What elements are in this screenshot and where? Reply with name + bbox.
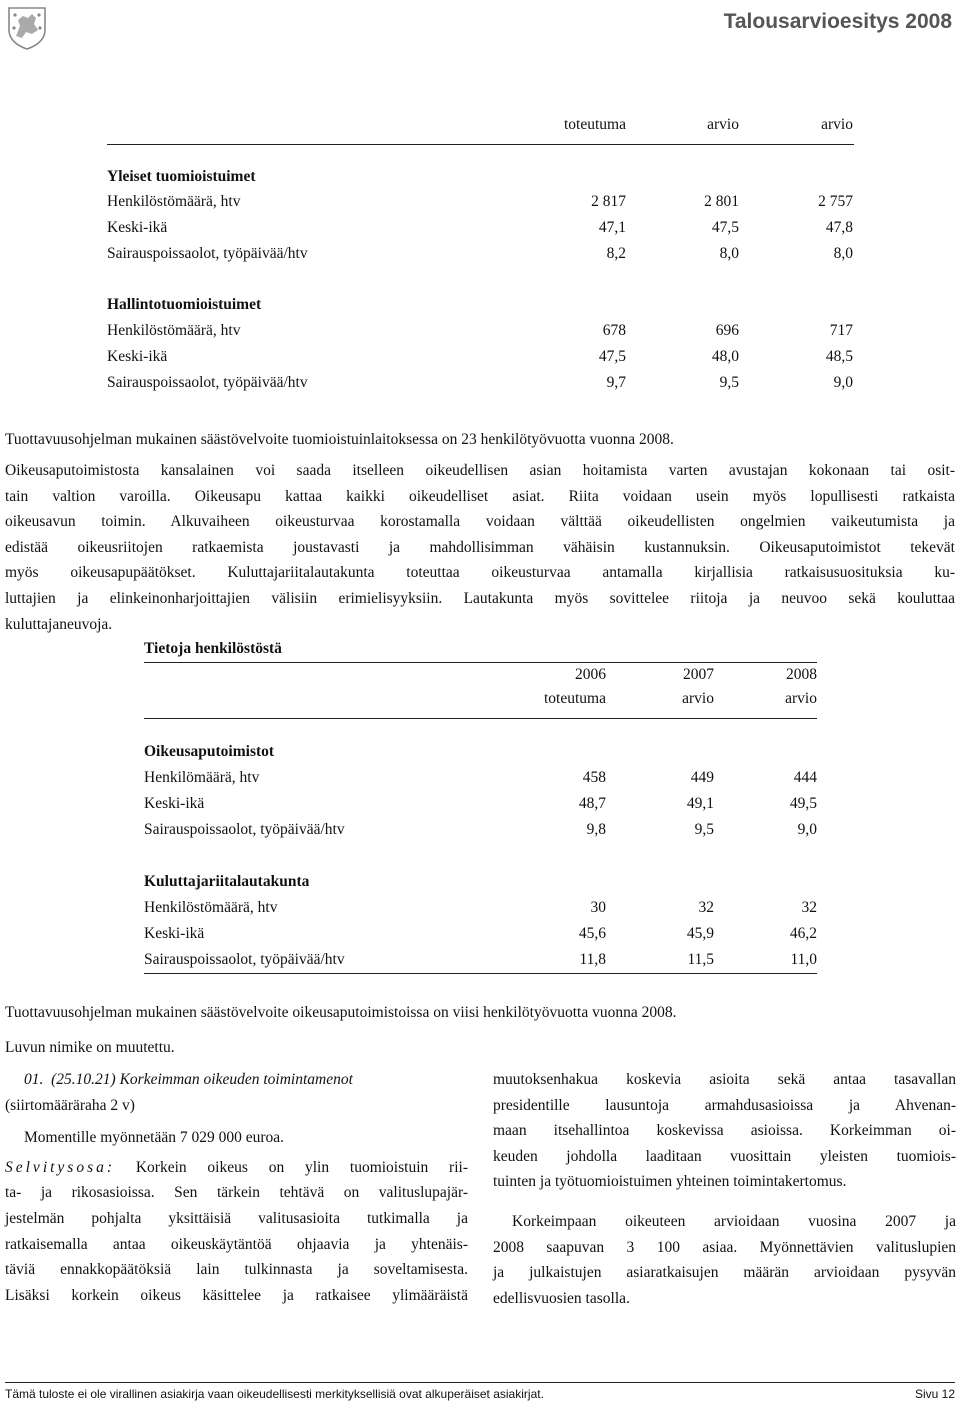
item-appropriation: Momentille myönnetään 7 029 000 euroa.	[24, 1129, 284, 1147]
row-label: Sairauspoissaolot, työpäivää/htv	[144, 821, 345, 838]
cell: 2 757	[818, 193, 853, 210]
item-title: (25.10.21) Korkeimman oikeuden toimintamenot	[51, 1071, 353, 1088]
cell: 2 801	[704, 193, 739, 210]
paragraph-line: muutoksenhakua koskevia asioita sekä antaa tasavallan	[493, 1071, 956, 1088]
paragraph-line: keuden johdolla laaditaan vuosittain yleisten tuomiois-	[493, 1147, 956, 1165]
cell: 47,8	[825, 219, 853, 236]
paragraph-line: edistää oikeusriitojen ratkaemista joustavasti ja mahdollisimman vähäisin kustannuksin. Oikeusaputoimistot tekevät	[5, 538, 955, 556]
cell: 9,7	[606, 374, 626, 391]
cell: 444	[793, 769, 817, 786]
col-header: toteutuma	[544, 690, 606, 707]
cell: 458	[582, 769, 606, 786]
section-title: Oikeusaputoimistot	[144, 743, 275, 760]
section-title: Kuluttajariitalautakunta	[144, 873, 310, 890]
row-label: Keski-ikä	[107, 219, 168, 236]
year-header: 2006	[575, 666, 606, 683]
paragraph-line: ratkaisemalla antaa oikeuskäytäntöä ohjaavia ja yhtenäis-	[5, 1235, 468, 1253]
row-label: Henkilöstömäärä, htv	[144, 899, 278, 916]
cell: 11,5	[687, 951, 714, 968]
paragraph-line: jestelmän pohjalta yksittäisiä valitusasioita tutkimalla ja	[5, 1209, 468, 1227]
item-subtitle: (siirtomääräraha 2 v)	[5, 1096, 135, 1114]
cell: 8,0	[719, 245, 739, 262]
paragraph-line: myös oikeusapupäätökset. Kuluttajariitalautakunta toteuttaa oikeusturvaa antamalla kirjallisia ratkaisusuosituksia ku-	[5, 564, 955, 582]
paragraph-line: oikeusavun toimin. Alkuvaiheen oikeusturvaa korostamalla voidaan välttää oikeudellisten ongelmien vaikeutumista ja	[5, 513, 955, 531]
row-label: Keski-ikä	[144, 795, 205, 812]
paragraph-line: luttajien ja elinkeinonharjoittajien välisiin erimielisyyksiin. Lautakunta myös sovittelee riitoja ja neuvoo sekä kouluttaa	[5, 589, 955, 607]
chapter-title-note: Luvun nimike on muutettu.	[5, 1039, 175, 1056]
paragraph-line: Lisäksi korkein oikeus käsittelee ja ratkaisee ylimääräistä	[5, 1286, 468, 1304]
paragraph-line: ta- ja rikosasioissa. Sen tärkein tehtävä on valituslupajär-	[5, 1184, 468, 1202]
paragraph-line: tuinten ja työtuomioistuimen yhteinen toimintakertomus.	[493, 1173, 847, 1191]
footer-disclaimer: Tämä tuloste ei ole virallinen asiakirja vaan oikeudellisesti merkityksellisiä ovat alkuperäiset asiakirjat.	[5, 1387, 544, 1401]
cell: 2 817	[591, 193, 626, 210]
cell: 47,1	[598, 219, 626, 236]
explanation-label: Selvitysosa:	[5, 1158, 116, 1176]
col-header: arvio	[682, 690, 714, 707]
cell: 449	[690, 769, 714, 786]
page-number: Sivu 12	[914, 1387, 955, 1401]
col-header: arvio	[785, 690, 817, 707]
explanation-start: Korkein oikeus on ylin tuomioistuin rii-	[135, 1158, 468, 1176]
col-header: toteutuma	[564, 116, 626, 133]
cell: 8,2	[606, 245, 626, 262]
row-label: Keski-ikä	[144, 925, 205, 942]
item-heading-line	[5, 1067, 468, 1093]
savings-paragraph-legal-aid: Tuottavuusohjelman mukainen säästövelvoite oikeusaputoimistoissa on viisi henkilötyövuotta vuonna 2008.	[5, 1004, 677, 1021]
cell: 32	[801, 899, 817, 916]
footer-rule	[5, 1382, 955, 1383]
cell: 49,5	[789, 795, 817, 812]
row-label: Keski-ikä	[107, 348, 168, 365]
cell: 678	[602, 322, 626, 339]
paragraph-line: 2008 saapuvan 3 100 asiaa. Myönnettävien valituslupien	[493, 1238, 956, 1256]
cell: 45,9	[686, 925, 714, 942]
table-title: Tietoja henkilöstöstä	[144, 640, 282, 657]
paragraph-line: Korkeimpaan oikeuteen arvioidaan vuosina 2007 ja	[512, 1212, 956, 1230]
savings-paragraph-courts: Tuottavuusohjelman mukainen säästövelvoite tuomioistuinlaitoksessa on 23 henkilötyövuotta vuonna 2008.	[5, 431, 674, 448]
item-number: 01.	[24, 1071, 44, 1088]
cell: 47,5	[598, 348, 626, 365]
table-rule	[144, 662, 817, 663]
col-header: arvio	[821, 116, 853, 133]
cell: 9,8	[586, 821, 606, 838]
paragraph-line: maan itsehallintoa koskevissa asioissa. Korkeimman oi-	[493, 1122, 956, 1140]
cell: 8,0	[833, 245, 853, 262]
cell: 49,1	[686, 795, 714, 812]
budget-item-right-column	[493, 1067, 956, 1311]
table-rule	[144, 718, 817, 719]
row-label: Henkilöstömäärä, htv	[107, 322, 241, 339]
paragraph-line: tain valtion varoilla. Oikeusapu kattaa kaikki oikeudelliset asiat. Riita voidaan usein myös lopullisesti ratkaista	[5, 487, 955, 505]
cell: 696	[715, 322, 739, 339]
paragraph-line: ja julkaistujen asiaratkaisujen määrän arvioidaan pysyvän	[493, 1264, 956, 1282]
cell: 48,7	[578, 795, 606, 812]
section-title: Hallintotuomioistuimet	[107, 296, 262, 313]
col-header: arvio	[707, 116, 739, 133]
paragraph-line: täviä ennakkopäätöksiä lain tulkinnasta ja soveltamisesta.	[5, 1261, 468, 1279]
cell: 11,0	[790, 951, 817, 968]
cell: 32	[698, 899, 714, 916]
cell: 45,6	[578, 925, 606, 942]
row-label: Sairauspoissaolot, työpäivää/htv	[107, 374, 308, 391]
document-title: Talousarvioesitys 2008	[723, 10, 952, 33]
cell: 46,2	[789, 925, 817, 942]
section-title: Yleiset tuomioistuimet	[107, 168, 256, 185]
row-label: Sairauspoissaolot, työpäivää/htv	[144, 951, 345, 968]
row-label: Sairauspoissaolot, työpäivää/htv	[107, 245, 308, 262]
paragraph-line	[5, 1155, 468, 1181]
cell: 11,8	[579, 951, 606, 968]
row-label: Henkilömäärä, htv	[144, 769, 260, 786]
cell: 9,5	[719, 374, 739, 391]
cell: 48,0	[711, 348, 739, 365]
table-rule	[144, 973, 817, 974]
cell: 9,0	[833, 374, 853, 391]
cell: 9,5	[694, 821, 714, 838]
cell: 30	[590, 899, 606, 916]
cell: 47,5	[711, 219, 739, 236]
cell: 717	[829, 322, 853, 339]
budget-item-left-column	[5, 1067, 468, 1308]
cell: 9,0	[797, 821, 817, 838]
paragraph-line: edellisvuosien tasolla.	[493, 1289, 630, 1307]
paragraph-line: kuluttajaneuvoja.	[5, 615, 113, 633]
cell: 48,5	[825, 348, 853, 365]
year-header: 2008	[786, 666, 817, 683]
row-label: Henkilöstömäärä, htv	[107, 193, 241, 210]
paragraph-line: presidentille lausuntoja armahdusasioissa ja Ahvenan-	[493, 1096, 956, 1114]
year-header: 2007	[683, 666, 714, 683]
paragraph-line: Oikeusaputoimistosta kansalainen voi saada itselleen oikeudellisen asian hoitamista varten avustajan kokonaan tai osit-	[5, 462, 955, 479]
